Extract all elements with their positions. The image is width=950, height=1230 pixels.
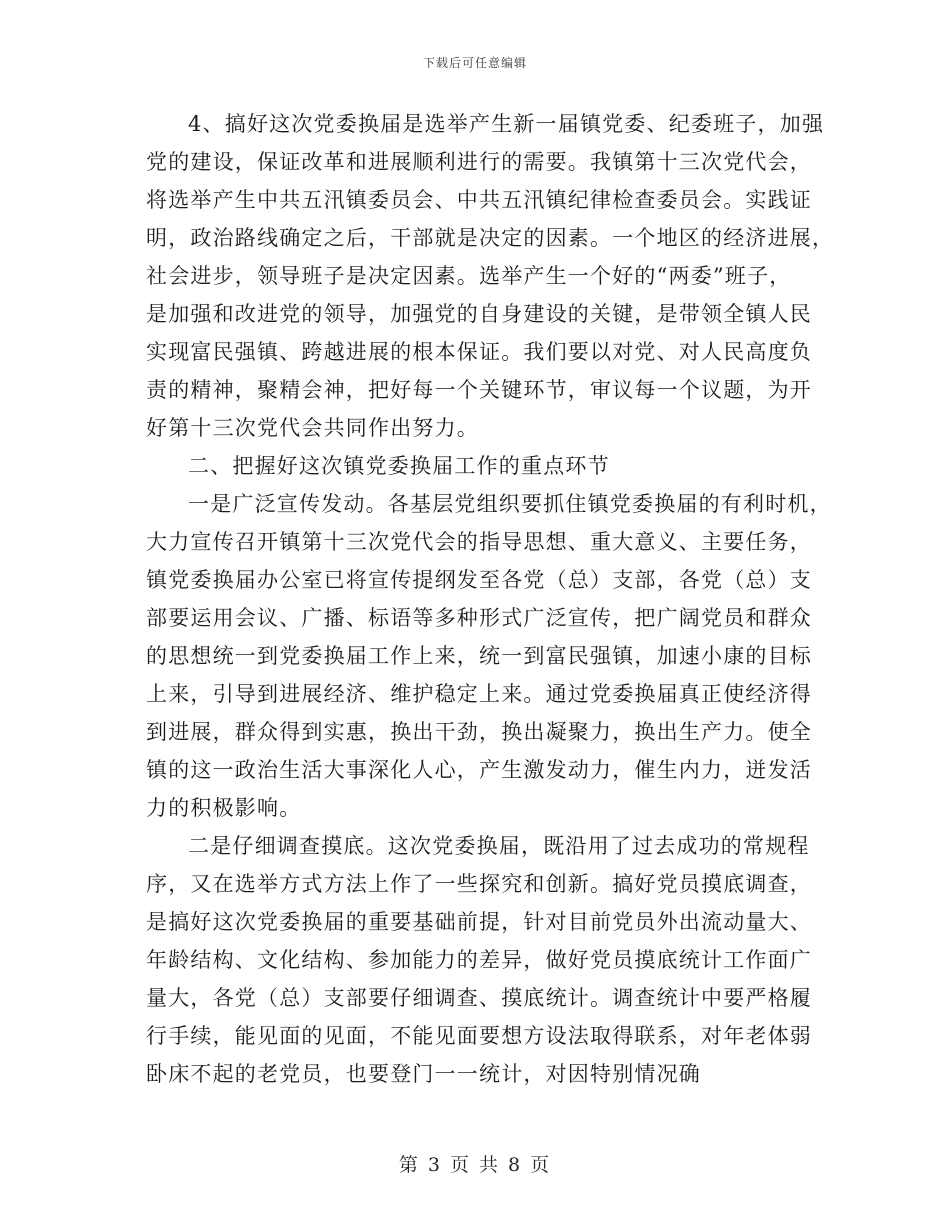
text-line: 镇党委换届办公室已将宣传提纲发至各党（总）支部，各党（总）支 — [146, 568, 812, 592]
text-line: 力的积极影响。 — [146, 796, 302, 820]
text-line: 卧床不起的老党员，也要登门一一统计，对因特别情况确 — [146, 1062, 701, 1086]
body-text — [146, 108, 835, 1096]
text-line: 明，政治路线确定之后，干部就是决定的因素。一个地区的经济进展， — [146, 226, 835, 250]
text-line: 党的建设，保证改革和进展顺利进行的需要。我镇第十三次党代会， — [146, 150, 812, 174]
text-line: 序，又在选举方式方法上作了一些探究和创新。搞好党员摸底调查， — [146, 872, 812, 896]
text-line: 社会进步，领导班子是决定因素。选举产生一个好的“两委”班子， — [146, 264, 792, 288]
text-line: 4、搞好这次党委换届是选举产生新一届镇党委、纪委班子，加强 — [188, 112, 825, 136]
text-line: 责的精神，聚精会神，把好每一个关键环节，审议每一个议题，为开 — [146, 378, 812, 402]
text-line: 行手续，能见面的见面，不能见面要想方设法取得联系，对年老体弱 — [146, 1024, 812, 1048]
text-line: 二、把握好这次镇党委换届工作的重点环节 — [188, 454, 610, 478]
text-line: 镇的这一政治生活大事深化人心，产生激发动力，催生内力，迸发活 — [146, 758, 812, 782]
text-line: 上来，引导到进展经济、维护稳定上来。通过党委换届真正使经济得 — [146, 682, 812, 706]
text-line: 二是仔细调查摸底。这次党委换届，既沿用了过去成功的常规程 — [188, 834, 810, 858]
text-line: 的思想统一到党委换届工作上来，统一到富民强镇，加速小康的目标 — [146, 644, 812, 668]
text-line: 到进展，群众得到实惠，换出干劲，换出凝聚力，换出生产力。使全 — [146, 720, 812, 744]
text-line: 量大，各党（总）支部要仔细调查、摸底统计。调查统计中要严格履 — [146, 986, 812, 1010]
text-line: 一是广泛宣传发动。各基层党组织要抓住镇党委换届的有利时机， — [188, 492, 832, 516]
text-line: 是搞好这次党委换届的重要基础前提，针对目前党员外出流动量大、 — [146, 910, 812, 934]
text-line: 部要运用会议、广播、标语等多种形式广泛宣传，把广阔党员和群众 — [146, 606, 812, 630]
text-line: 实现富民强镇、跨越进展的根本保证。我们要以对党、对人民高度负 — [146, 340, 812, 364]
page-header: 下载后可任意编辑 — [422, 56, 527, 70]
page-footer: 第 3 页 共 8 页 — [398, 1154, 552, 1176]
text-line: 大力宣传召开镇第十三次党代会的指导思想、重大意义、主要任务， — [146, 530, 812, 554]
text-line: 好第十三次党代会共同作出努力。 — [146, 416, 479, 440]
text-line: 将选举产生中共五汛镇委员会、中共五汛镇纪律检查委员会。实践证 — [146, 188, 812, 212]
text-line: 年龄结构、文化结构、参加能力的差异，做好党员摸底统计工作面广 — [146, 948, 812, 972]
text-line: 是加强和改进党的领导，加强党的自身建设的关键，是带领全镇人民 — [146, 302, 812, 326]
